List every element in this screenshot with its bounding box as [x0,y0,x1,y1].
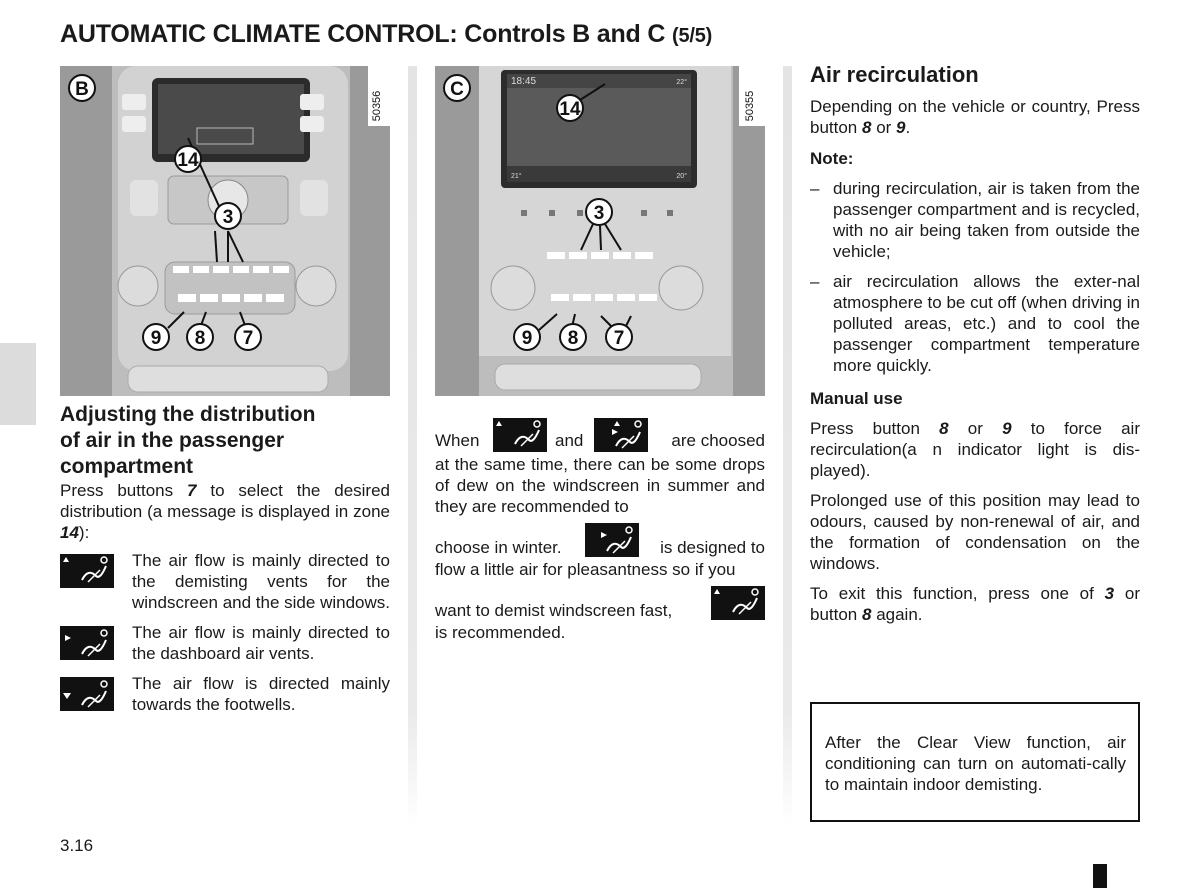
airflow-windscreen-icon [60,554,114,588]
screen-temp-right: 22° [676,79,687,86]
note-label: Note: [810,149,854,168]
airflow-footwell-item: The air flow is directed mainly towards the footwells. [60,673,390,715]
manual-use-label: Manual use [810,389,903,408]
callout-8: 8 [567,328,579,349]
recirculation-intro: Depending on the vehicle or country, Press button 8 or 9. [810,97,1140,137]
callout-14: 14 [559,99,581,120]
airflow-windscreen-icon [711,586,765,620]
airflow-footwell-icon [60,677,114,711]
recirculation-section [810,62,1140,625]
prolonged-use-text: Prolonged use of this position may lead to odours, caused by non-renewal of air, and the formation of condensation on the windows. [810,491,1140,573]
column-separator [408,66,417,826]
page-title-suffix: (5/5) [671,25,713,47]
column-separator [783,66,792,826]
list-item: – during recirculation, air is taken from the passenger compartment and is recycled, with no air being taken from outside the vehicle; [810,178,1140,262]
figure-c-photo [435,66,765,396]
distribution-intro: Press buttons 7 to select the desired distribution (a message is displayed in zone 14): [60,481,390,542]
distribution-section [60,402,390,543]
callout-7: 7 [613,328,625,349]
callout-7: 7 [242,328,254,349]
airflow-dashboard-item: The air flow is mainly directed to the dashboard air vents. [60,622,390,664]
airflow-windscreen-item: The air flow is mainly directed to the demisting vents for the windscreen and the side windows. [60,550,390,613]
callout-9: 9 [521,328,533,349]
callout-3: 3 [593,203,605,224]
callout-3: 3 [222,207,234,228]
chapter-tab [0,343,36,425]
figure-c-letter: C [450,79,464,100]
screen-temp-right-lower: 20° [676,173,687,180]
callout-8: 8 [194,328,206,349]
page-number: 3.16 [60,836,94,855]
screen-temp-left: 21° [511,173,522,180]
figure-b-photo [60,66,390,396]
dew-section: When and are choosed at the same time, there can be some drops of dew on the windscreen in summer and they are recommended to choose in winter. is designed to flow a little air for pleasantness so if you want to demist windscreen fast, is recommended. [435,418,765,643]
callout-9: 9 [150,328,162,349]
page-title: AUTOMATIC CLIMATE CONTROL: Controls B and C (5/5) [60,20,713,48]
figure-b-photo-id: 50356 [371,90,383,122]
page-edge-marker [1093,864,1107,888]
list-item: – air recirculation allows the exter-nal atmosphere to be cut off (when driving in polluted areas, etc.) and to cool the passenger compartment temperature more quickly. [810,271,1140,376]
figure-b-letter: B [75,79,89,100]
clear-view-note-box: After the Clear View function, air conditioning can turn on automati-cally to maintain indoor demisting. [810,702,1140,822]
recirculation-heading: Air recirculation [810,62,979,87]
distribution-heading: Adjusting the distribution of air in the passenger compartment [60,403,316,478]
callout-14: 14 [177,150,199,171]
airflow-windscreen-dashboard-icon [594,418,648,452]
airflow-windscreen-icon [493,418,547,452]
note-list [810,178,1140,376]
airflow-dashboard-icon [585,523,639,557]
manual-use-text: Press button 8 or 9 to force air recirculation(a n indicator light is dis-played). [810,419,1140,480]
screen-time: 18:45 [511,76,537,87]
exit-text: To exit this function, press one of 3 or button 8 again. [810,584,1140,624]
figure-c-photo-id: 50355 [744,90,756,122]
airflow-dashboard-icon [60,626,114,660]
